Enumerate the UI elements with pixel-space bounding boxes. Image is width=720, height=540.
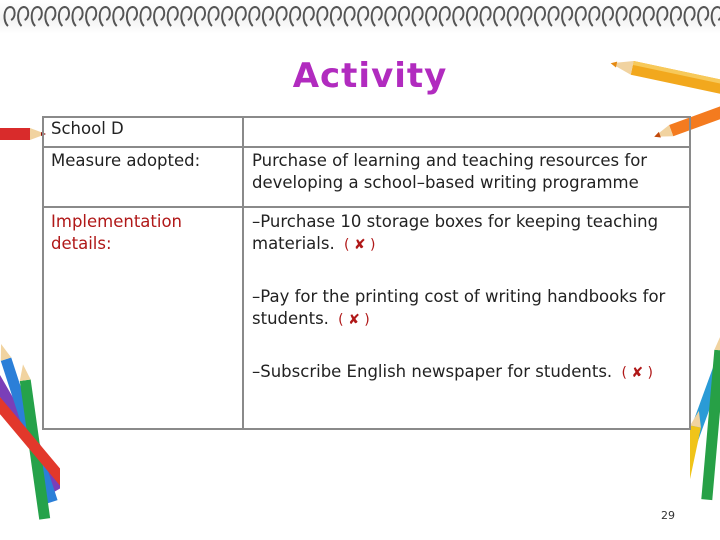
- cross-mark-icon: ( ✘ ): [338, 312, 370, 328]
- table-row-measure: [43, 147, 690, 207]
- spiral-binding: [0, 0, 720, 34]
- spiral-ring: [508, 7, 518, 26]
- cross-mark-icon: ( ✘ ): [621, 365, 653, 381]
- spiral-ring: [72, 7, 82, 26]
- spiral-ring: [222, 7, 232, 26]
- spiral-ring: [154, 7, 164, 26]
- spiral-ring: [399, 7, 409, 26]
- spiral-ring: [290, 7, 300, 26]
- spiral-ring: [684, 7, 694, 26]
- spiral-ring: [467, 7, 477, 26]
- spiral-ring: [127, 7, 137, 26]
- spiral-ring: [576, 7, 586, 26]
- spiral-ring: [548, 7, 558, 26]
- spiral-ring: [535, 7, 545, 26]
- implementation-details-cell: [243, 207, 690, 429]
- school-value-cell: [243, 117, 690, 147]
- spiral-ring: [208, 7, 218, 26]
- implementation-label-cell: Implementation details:: [43, 207, 243, 429]
- spiral-ring: [494, 7, 504, 26]
- spiral-ring: [562, 7, 572, 26]
- detail-item: [252, 286, 682, 331]
- spiral-ring: [480, 7, 490, 26]
- table-row-implementation: [43, 207, 690, 429]
- cross-mark-icon: ( ✘ ): [343, 237, 376, 253]
- spiral-ring: [385, 7, 395, 26]
- spiral-ring: [712, 7, 720, 26]
- spiral-ring: [589, 7, 599, 26]
- spiral-ring: [671, 7, 681, 26]
- spiral-ring: [45, 7, 55, 26]
- pencil-right-bunch-icon: [690, 280, 720, 520]
- measure-text-cell: Purchase of learning and teaching resources for developing a school–based writing programme: [243, 147, 690, 207]
- spiral-ring: [32, 7, 42, 26]
- spiral-ring: [236, 7, 246, 26]
- school-label-cell: School D: [43, 117, 243, 147]
- detail-item: [252, 211, 682, 256]
- spiral-ring: [181, 7, 191, 26]
- spiral-ring: [276, 7, 286, 26]
- spiral-ring: [59, 7, 69, 26]
- spiral-ring: [140, 7, 150, 26]
- spiral-ring: [100, 7, 110, 26]
- spiral-ring: [412, 7, 422, 26]
- spiral-ring: [440, 7, 450, 26]
- spiral-ring: [331, 7, 341, 26]
- spiral-ring: [358, 7, 368, 26]
- spiral-ring: [86, 7, 96, 26]
- spiral-ring: [18, 7, 28, 26]
- spiral-ring: [644, 7, 654, 26]
- detail-item: [252, 361, 682, 384]
- spiral-ring: [168, 7, 178, 26]
- spiral-ring: [344, 7, 354, 26]
- spiral-ring: [304, 7, 314, 26]
- measure-label-cell: Measure adopted:: [43, 147, 243, 207]
- page-number: 29: [661, 509, 675, 522]
- spiral-ring: [113, 7, 123, 26]
- detail-text: –Purchase 10 storage boxes for keeping teaching materials.: [252, 212, 659, 253]
- detail-text: –Subscribe English newspaper for students.: [252, 362, 613, 381]
- spiral-ring: [521, 7, 531, 26]
- spiral-ring: [249, 7, 259, 26]
- spiral-ring: [372, 7, 382, 26]
- spiral-ring: [4, 7, 14, 26]
- spiral-ring: [630, 7, 640, 26]
- spiral-ring: [317, 7, 327, 26]
- slide-title: Activity: [292, 56, 448, 96]
- spiral-ring: [657, 7, 667, 26]
- spiral-ring: [453, 7, 463, 26]
- activity-table: [42, 116, 691, 430]
- table-row-school: [43, 117, 690, 147]
- spiral-ring: [616, 7, 626, 26]
- spiral-ring: [603, 7, 613, 26]
- spiral-ring: [195, 7, 205, 26]
- detail-text: –Pay for the printing cost of writing handbooks for students.: [252, 287, 666, 328]
- spiral-ring: [263, 7, 273, 26]
- spiral-ring: [426, 7, 436, 26]
- spiral-ring: [698, 7, 708, 26]
